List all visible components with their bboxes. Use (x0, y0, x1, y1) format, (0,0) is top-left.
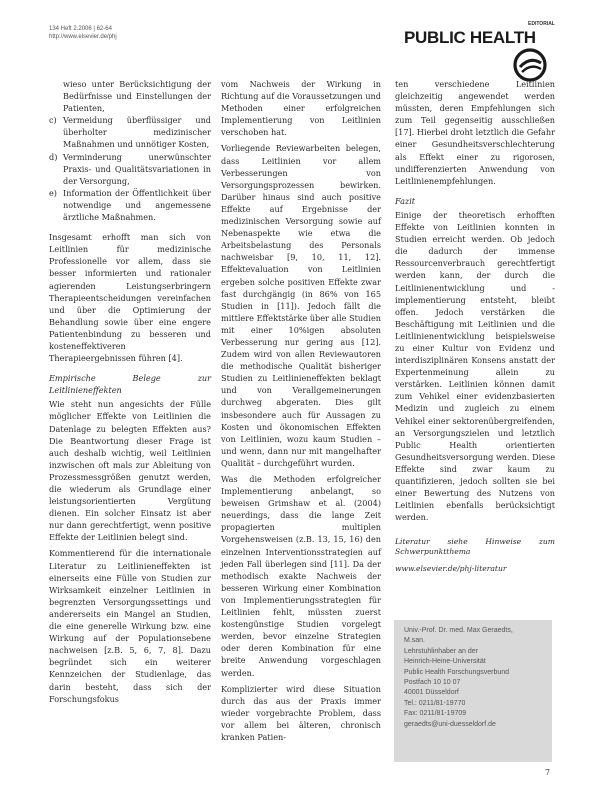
list-item-text: Information der Öffentlichkeit über notwendige und angemessene ärztliche Maßnahmen. (63, 187, 211, 223)
list-item-text: Verminderung unerwünschter Praxis- und Qualitätsvariationen in der Versorgung, (63, 151, 211, 186)
column-left (49, 78, 211, 709)
author-line: Fax: 0211/81-19709 (404, 710, 467, 718)
brand-title: PUBLIC HEALTH (404, 28, 536, 47)
list-marker: d) (49, 151, 58, 162)
paragraph: vom Nachweis der Wirkung in Richtung auf die Voraussetzungen und Methoden einer erfolgreichen Implementierung von Leitlinien verschoben hat. (221, 79, 381, 138)
list-item (49, 114, 211, 150)
author-line: Tel.: 0211/81-19770 (404, 699, 466, 707)
section-title: Fazit (395, 195, 416, 206)
literature-note: Literatur siehe Hinweise zum Schwerpunktthema (395, 537, 555, 557)
list-marker: c) (49, 115, 57, 126)
list-item (49, 78, 211, 114)
public-health-logo-icon (513, 48, 547, 82)
paragraph: Kommentierend für die internationale Literatur zu Leitlinieneffekten ist einerseits eine Fülle von Studien zur Wirksamkeit einzelner Leitlinien in begrenzten Versorgungssettings und andererseits ein Mangel an Studien, die eine generelle Wirkung bzw. eine Wirkung auf der Populationsebene nachweisen [z.B. 5, 6, 7, 8]. Dazu begründet sich ein weiterer Kennzeichen der Studienlage, das darin besteht, dass sich der Forschungsfokus (49, 548, 211, 704)
section-title: Empirische Belege zur Leitlinieneffekten (49, 373, 211, 396)
paragraph: Was die Methoden erfolgreicher Implementierung anbelangt, so beweisen Grimshaw et al. (2004) neuerdings, dass die lange Zeit propagierten multiplen Vorgehensweisen (z.B. 13, 15, 16) den einzelnen Interventionsstrategien auf jeden Fall überlegen sind [11]. Da der methodisch exakte Nachweis der besseren Wirkung einer Kombination von Implementierungsstrategien für Leitlinien fehlt, müssten zuerst kostengünstige Studien vorgelegt werden, bevor einzelne Strategien oder deren Kombination für eine breite Anwendung vorgeschlagen werden. (221, 474, 381, 678)
author-line: Public Health Forschungsverbund (404, 668, 510, 676)
author-email[interactable]: geraedts@uni-duesseldorf.de (404, 720, 496, 728)
column-right (395, 78, 555, 575)
header-reference (49, 25, 117, 41)
brand-tag: EDITORIAL (528, 21, 555, 27)
author-line: 40001 Düsseldorf (404, 689, 459, 697)
author-line: M.san. (404, 637, 426, 645)
column-middle (221, 78, 381, 747)
list-item-text: wieso unter Berücksichtigung der Bedürfnisse und Einstellungen der Patienten, (63, 79, 211, 114)
page-number: 7 (545, 768, 551, 777)
list-item (49, 187, 211, 223)
author-line: Postfach 10 10 07 (404, 679, 461, 687)
paragraph: Vorliegende Reviewarbeiten belegen, dass Leitlinien vor allem Verbesserungen von Versorgungsprozessen bewirken. Darüber hinaus sind auch positive Effekte auf Ergebnisse der medizinischen Versorgung sowie auf Nebenaspekte wie etwa die Arbeitsbelastung des Personals nachweisbar [9, 10, 11, 12]. Effektevaluation von Leitlinien ergeben solche positiven Effekte zwar fast durchgängig (in 86% von 165 Studien in [11]). Jedoch fällt die mittlere Effektstärke über alle Studien mit einer 10%igen absoluten Verbesserung nur gering aus [12]. Zudem wird von allen Reviewautoren die methodische Qualität bisheriger Studien zu Leitlinieneffekten beklagt und von Verallgemeinerungen durchweg abgeraten. Dies gilt insbesondere auch für Aussagen zu Kosten und ökonomischen Effekten von Leitlinien, wozu kaum Studien – und wenn, dann nur mit mangelhafter Qualität – durchgeführt wurden. (221, 143, 381, 468)
author-line: Univ.-Prof. Dr. med. Max Geraedts, (404, 627, 513, 634)
aims-list (49, 78, 211, 223)
paragraph: Insgesamt erhofft man sich von Leitlinien für medizinische Professionelle vor allem, dass sie besser informierten und rationaler agierenden Leistungserbringern Therapieentscheidungen vereinfachen und über die Optimierung der Behandlung sowie über eine engere Patientenbindung zu besseren und kosteneffektiveren Therapieergebnissen führen [4]. (49, 232, 211, 364)
paragraph: Komplizierter wird diese Situation durch das aus der Praxis immer wieder vorgebrachte Problem, dass vor allem bei älteren, chronisch kranken Patien- (221, 683, 381, 742)
list-item (49, 151, 211, 187)
paragraph: ten verschiedene Leitlinien gleichzeitig angewendet werden müssten, deren Empfehlungen sich zum Teil gegenseitig ausschließen [17]. Hierbei droht letztlich die Gefahr einer Gesundheitsverschlechterung als Effekt einer zu rigorosen, undifferenzierten Anwendung von Leitlinienempfehlungen. (395, 79, 555, 186)
list-marker: e) (49, 187, 57, 198)
author-line: Heinrich-Heine-Universität (404, 658, 486, 666)
literature-link[interactable]: www.elsevier.de/phj-literatur (395, 564, 507, 574)
author-info-box (394, 620, 552, 762)
paragraph: Wie steht nun angesichts der Fülle möglicher Effekte von Leitlinien die Datenlage zu belegten Effekten aus? Die Beantwortung dieser Frage ist auch deshalb wichtig, weil Leitlinien inzwischen oft mals zur Ableitung von Prozessmessgrößen genutzt werden, die wiederum als Grundlage einer leistungsorientierten Vergütung dienen. Ein solcher Einsatz ist aber nur dann gerechtfertigt, wenn positive Effekte der Leitlinien belegt sind. (49, 399, 211, 543)
list-item-text: Vermeidung überflüssiger und überholter medizinischer Maßnahmen und unnötiger Kosten, (63, 115, 211, 150)
journal-ref: 134 Heft 2.2006 | 62-64 (49, 26, 112, 32)
author-line: Lehrstuhlinhaber an der (404, 647, 478, 655)
journal-url: http://www.elsevier.de/phj (49, 34, 117, 40)
paragraph: Einige der theoretisch erhofften Effekte von Leitlinien konnten in Studien erreicht werden. Ob jedoch die dadurch der immense Ressourcenverbrauch gerechtfertigt werden kann, der durch die Leitlinienentwicklung und -implementierung entsteht, bleibt offen. Jedoch verstärken die Beschäftigung mit Leitlinien und die Leitlinienentwicklung beispielsweise zu einer Kultur von Evidenz und interdisziplinären Konsens anstatt der Expertenmeinung allein zu verstärken. Leitlinien können damit zum Vehikel einer evidenzbasierten Medizin und zugleich zu einem Vehikel einer sektorenübergreifenden, an Versorgungszielen und letztlich Public Health orientierten Gesundheitsversorgung werden. Diese Effekte sind zwar kaum zu quantifizieren, jedoch sollten sie bei einer Bewertung des Nutzens von Leitlinien ebenfalls berücksichtigt werden. (395, 209, 555, 523)
